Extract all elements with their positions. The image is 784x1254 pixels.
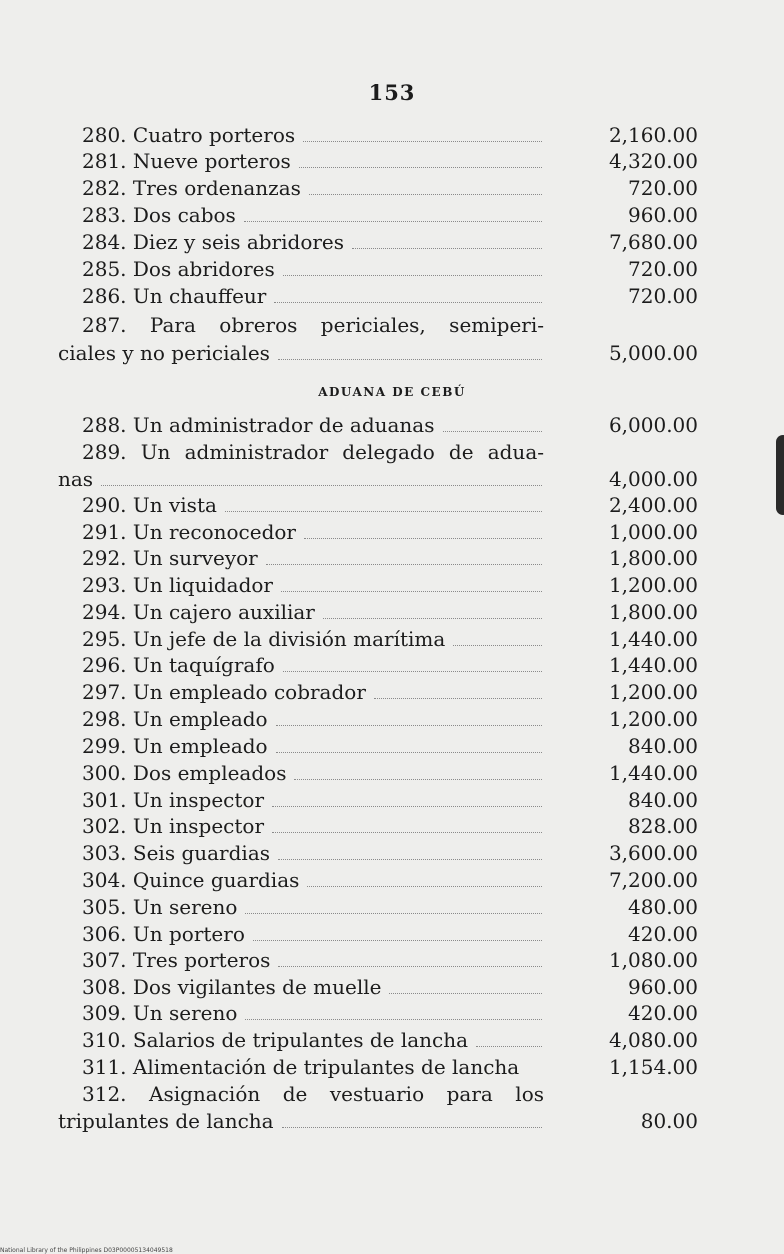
- page-number: 153: [368, 80, 416, 105]
- amount: 1,200.00: [608, 680, 698, 704]
- amount: 720.00: [628, 284, 698, 308]
- list-item: 307. Tres porteros 1,080.00: [82, 948, 698, 972]
- list-item-line: 289. Un administrador delegado de adua-: [82, 440, 544, 464]
- list-item: 284. Diez y seis abridores 7,680.00: [82, 230, 698, 254]
- list-item: 281. Nueve porteros 4,320.00: [82, 149, 698, 173]
- amount: 80.00: [640, 1109, 698, 1133]
- list-item: 302. Un inspector 828.00: [82, 814, 698, 838]
- list-item: 286. Un chauffeur 720.00: [82, 284, 698, 308]
- dot-leader: [303, 141, 542, 142]
- amount: 3,600.00: [608, 841, 698, 865]
- list-item: 290. Un vista 2,400.00: [82, 493, 698, 517]
- list-item: 282. Tres ordenanzas 720.00: [82, 176, 698, 200]
- list-item: 310. Salarios de tripulantes de lancha 4,080.00: [82, 1028, 698, 1052]
- list-item: 306. Un portero 420.00: [82, 922, 698, 946]
- list-item: 298. Un empleado 1,200.00: [82, 707, 698, 731]
- amount: 1,000.00: [608, 520, 698, 544]
- amount: 1,440.00: [608, 627, 698, 651]
- list-item: 305. Un sereno 480.00: [82, 895, 698, 919]
- list-item: 299. Un empleado 840.00: [82, 734, 698, 758]
- list-item: 296. Un taquígrafo 1,440.00: [82, 653, 698, 677]
- list-item-line: 312. Asignación de vestuario para los: [82, 1082, 544, 1106]
- amount: 420.00: [628, 1001, 698, 1025]
- amount: 7,680.00: [608, 230, 698, 254]
- amount: 840.00: [628, 788, 698, 812]
- amount: 4,320.00: [608, 149, 698, 173]
- list-item: 295. Un jefe de la división marítima 1,440.00: [82, 627, 698, 651]
- list-item-line: ciales y no periciales 5,000.00: [58, 341, 698, 365]
- amount: 5,000.00: [608, 341, 698, 365]
- list-item: 291. Un reconocedor 1,000.00: [82, 520, 698, 544]
- amount: 840.00: [628, 734, 698, 758]
- list-item: 311. Alimentación de tripulantes de lancha 1,154.00: [82, 1055, 698, 1079]
- list-item: 308. Dos vigilantes de muelle 960.00: [82, 975, 698, 999]
- list-item-line: 287. Para obreros periciales, semiperi-: [82, 313, 544, 337]
- scan-edge-mark: [776, 435, 784, 515]
- amount: 480.00: [628, 895, 698, 919]
- amount: 960.00: [628, 975, 698, 999]
- section-heading: ADUANA DE CEBÚ: [318, 385, 466, 399]
- amount: 828.00: [628, 814, 698, 838]
- list-item: 292. Un surveyor 1,800.00: [82, 546, 698, 570]
- amount: 1,440.00: [608, 761, 698, 785]
- amount: 2,160.00: [608, 123, 698, 147]
- list-item: 293. Un liquidador 1,200.00: [82, 573, 698, 597]
- list-item: 297. Un empleado cobrador 1,200.00: [82, 680, 698, 704]
- amount: 1,200.00: [608, 573, 698, 597]
- amount: 420.00: [628, 922, 698, 946]
- list-item-line: tripulantes de lancha 80.00: [58, 1109, 698, 1133]
- list-item: 283. Dos cabos 960.00: [82, 203, 698, 227]
- amount: 1,200.00: [608, 707, 698, 731]
- list-item: 288. Un administrador de aduanas 6,000.00: [82, 413, 698, 437]
- amount: 1,440.00: [608, 653, 698, 677]
- amount: 1,080.00: [608, 948, 698, 972]
- amount: 7,200.00: [608, 868, 698, 892]
- amount: 4,080.00: [608, 1028, 698, 1052]
- list-item: 304. Quince guardias 7,200.00: [82, 868, 698, 892]
- amount: 960.00: [628, 203, 698, 227]
- amount: 720.00: [628, 176, 698, 200]
- list-item: 309. Un sereno 420.00: [82, 1001, 698, 1025]
- list-item: 303. Seis guardias 3,600.00: [82, 841, 698, 865]
- amount: 6,000.00: [608, 413, 698, 437]
- list-item: 294. Un cajero auxiliar 1,800.00: [82, 600, 698, 624]
- amount: 720.00: [628, 257, 698, 281]
- amount: 2,400.00: [608, 493, 698, 517]
- list-item: 300. Dos empleados 1,440.00: [82, 761, 698, 785]
- amount: 1,154.00: [608, 1055, 698, 1079]
- amount: 1,800.00: [608, 600, 698, 624]
- list-item: 301. Un inspector 840.00: [82, 788, 698, 812]
- list-item: 285. Dos abridores 720.00: [82, 257, 698, 281]
- list-item: 280. Cuatro porteros 2,160.00: [82, 123, 698, 147]
- list-item-line: nas 4,000.00: [58, 467, 698, 491]
- scan-footer: National Library of the Philippines D03P00005134049518: [0, 1247, 173, 1254]
- amount: 1,800.00: [608, 546, 698, 570]
- amount: 4,000.00: [608, 467, 698, 491]
